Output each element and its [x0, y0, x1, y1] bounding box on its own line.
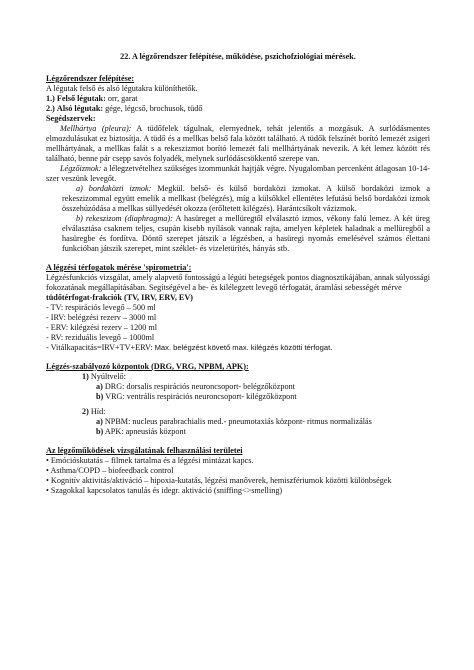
volume-item: - IRV: belégzési rezerv – 3000 ml [46, 313, 157, 322]
vrg-line: b) VRG: ventrális respirációs neuroncsoport- kilégzőközpont [96, 392, 297, 401]
diaphragm-paragraph: b) rekeszizom (diaphragma): A hasüreget a mellüregtől elválasztó izmos, vékony falú lemez. A két üreg elválasztása csaknem teljes, csupán kisebb nyílások vannak rajta, amelyen képletek haladnak a mellüregből a hasüregbe és fordítva. Döntő szerepet játszik a légzésben, a hasüregi nyomás emelésével számos élettani funkcióban játszik szerepet, mint széklet- és vizeletürítés, hányás stb. [62, 214, 430, 253]
drg-line: a) DRG: dorsalis respirációs neuroncsoport- belégzőközpont [96, 382, 295, 391]
volume-item: - TV: respirációs levegő – 500 ml [46, 303, 156, 312]
section-heading-applications: Az légzőműködések vizsgálatának felhasználási területei [46, 446, 243, 455]
application-item: • Szagokkal kapcsolatos tanulás és idegr. aktiváció (sniffing<>smelling) [46, 486, 283, 495]
page-title: 22. A légzőrendszer felépítése, működése, pszichofziológiai mérések. [120, 52, 356, 61]
spirometry-paragraph: Légzésfunkciós vizsgálat, amely alapvető fontosságú a légúti betegségek pontos diagnosztikájában, annak súlyossági fokozatának megállapításában. Segítségével a be- és kilélegzett levegő térfogatát, áramlási sebességét mérve [46, 273, 430, 292]
volume-item: - RV: reziduális levegő – 1000ml [46, 333, 155, 342]
vital-capacity-line: - Vitálkapacitás=IRV+TV+ERV: Max. belégzést követő max. kilégzés közötti térfogat. [46, 343, 333, 352]
section-heading-control-centers: Légzés-szabályozó központok (DRG, VRG, NPBM, APK): [46, 362, 249, 371]
lower-airways-line: 2.) Alsó légutak: gége, légcső, brochusok, tüdő [46, 104, 203, 113]
document-content [46, 52, 430, 496]
medulla-line: 1) Nyúltvelő: [82, 372, 126, 381]
pleura-paragraph: Mellhártya (pleura): A tüdőfelek tágulnak, elernyednek, tehát jelentős a mozgásuk. A surlódásmentes elmozdulásukat ez biztosítja. A tüdő és a mellkas belső fala között található. A tüdők felszínét borító lemezét zsigeri mellhártyának, a mellkas falát s a rekeszizmot borító lemezét fali mellhártyának nevezik. A két lemez között rés található, benne pár csepp savós folyadék, melynek surlódáscsökkentő szerepe van. [46, 124, 430, 163]
apk-line: b) APK: apneusiás központ [96, 427, 186, 436]
respiratory-muscles-paragraph: Légzőizmok: a lélegzetvételhez szükséges izommunkát hajtják végre. Nyugalomban percenként átlagosan 10-14-szer veszünk levegőt. [46, 164, 431, 183]
section-heading-structure: Légzőrendszer felépítése: [46, 74, 135, 83]
intercostal-paragraph: a) bordaközti izmok: Megkül. belső- és külső bordaközi izmokat. A külső bordaközi izmok a rekeszizommal együtt emelik a mellkast (belégzés), míg a külsőkkel ellentétes lefutású belső bordaközi izmok összehúzódása a mellkas süllyedését okozza (erőltetett kilégzés). Harántcsíkolt vázizmok. [62, 184, 430, 213]
text-line: A légutak felső és alsó légutakra különíthetők. [46, 84, 198, 93]
application-item: • Kognitív aktivitás/aktiváció – hipoxia-kutatás, légzési manőverek, hemiszfériumok közötti különbségek [46, 476, 392, 485]
volume-item: - ERV: kilégzési rezerv – 1200 ml [46, 323, 158, 332]
npbm-line: a) NPBM: nucleus parabrachialis med.- pneumotaxiás központ- ritmus normalizálás [96, 417, 372, 426]
upper-airways-line: 1.) Felső légutak: orr, garat [46, 94, 138, 103]
application-item: • Asthma/COPD – biofeedback control [46, 466, 174, 475]
section-heading-spirometry: A légzési térfogatok mérése 'spirometria': [46, 263, 192, 272]
auxiliary-organs-heading: Segédszervek: [46, 114, 96, 123]
application-item: • Emócióskutatás – filmek tartalma és a légzési mintázat kapcs. [46, 456, 254, 465]
pons-line: 2) Híd: [82, 407, 106, 416]
lung-volume-subheading: tüdőtérfogat-frakciók (TV, IRV, ERV, EV) [46, 293, 194, 302]
